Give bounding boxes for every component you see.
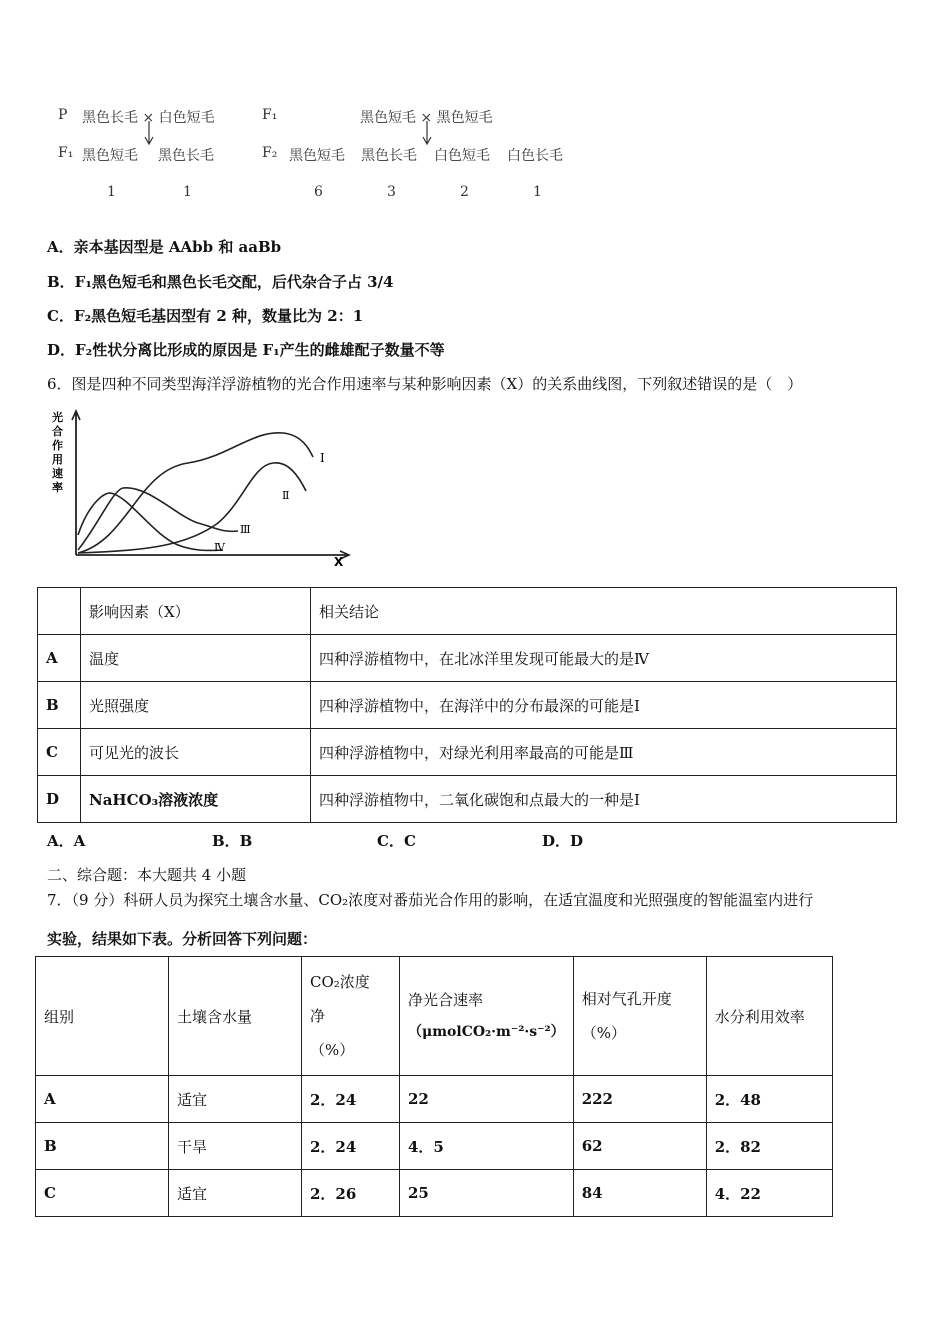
- table-header-row: [38, 588, 897, 635]
- q7-stem-line2: 实验，结果如下表。分析回答下列问题：: [47, 930, 318, 948]
- table-cell: 温度: [81, 635, 311, 682]
- ratio-value: 1: [533, 184, 542, 200]
- table-cell: 四种浮游植物中，二氧化碳饱和点最大的一种是Ⅰ: [311, 776, 897, 823]
- f2-phenotype-b: 黑色长毛: [361, 148, 417, 164]
- f1-parents: 黑色短毛 × 黑色短毛: [360, 110, 493, 126]
- table-row: [36, 1123, 833, 1170]
- down-arrow-icon: [421, 121, 433, 147]
- q6-graph: [48, 405, 358, 570]
- f2-phenotype-c: 白色短毛: [434, 148, 490, 164]
- table-cell: 222: [573, 1076, 706, 1123]
- ratio-value: 3: [387, 184, 396, 200]
- table-cell: 84: [573, 1170, 706, 1217]
- row-label: D: [38, 776, 81, 823]
- q5-option-b[interactable]: B．F₁黑色短毛和黑色长毛交配，后代杂合子占 3/4: [47, 273, 394, 291]
- y-axis-label-char: 用: [52, 453, 63, 466]
- header-soil: 土壤含水量: [169, 957, 302, 1076]
- table-cell: 22: [400, 1076, 574, 1123]
- header-stoma: [573, 957, 706, 1076]
- q5-option-a[interactable]: A．亲本基因型是 AAbb 和 aaBb: [47, 238, 282, 256]
- table-cell: C: [36, 1170, 169, 1217]
- f1-label: F₁: [58, 145, 74, 161]
- curve-label-II: Ⅱ: [282, 489, 290, 502]
- p-label: P: [58, 107, 68, 123]
- table-cell: 4．5: [400, 1123, 574, 1170]
- table-cell: 62: [573, 1123, 706, 1170]
- f1-label: F₁: [262, 107, 278, 123]
- header-wue: 水分利用效率: [706, 957, 832, 1076]
- row-label: B: [38, 682, 81, 729]
- down-arrow-icon: [143, 121, 155, 147]
- curve-II: [78, 463, 306, 553]
- ratio-value: 6: [314, 184, 323, 200]
- curve-label-III: Ⅲ: [240, 523, 251, 536]
- f2-label: F₂: [262, 145, 278, 161]
- q7-table: [35, 956, 833, 1217]
- y-axis-label-char: 作: [52, 439, 63, 452]
- header-net-rate: [400, 957, 574, 1076]
- q6-stem: 6．图是四种不同类型海洋浮游植物的光合作用速率与某种影响因素（X）的关系曲线图，下列叙述错误的是（ ）: [47, 375, 803, 393]
- table-cell: 适宜: [169, 1076, 302, 1123]
- q5-option-d[interactable]: D．F₂性状分离比形成的原因是 F₁产生的雌雄配子数量不等: [47, 341, 445, 359]
- table-row: [36, 1170, 833, 1217]
- table-header-cell: 影响因素（X）: [81, 588, 311, 635]
- q6-table: [37, 587, 897, 823]
- table-cell: 干旱: [169, 1123, 302, 1170]
- y-axis-label-char: 光: [52, 411, 63, 424]
- curve-label-I: Ⅰ: [320, 451, 325, 465]
- ratio-value: 2: [460, 184, 469, 200]
- table-cell: 光照强度: [81, 682, 311, 729]
- section-heading: 二、综合题：本大题共 4 小题: [47, 866, 247, 884]
- q6-option-d[interactable]: D．D: [542, 832, 584, 850]
- f2-phenotype-a: 黑色短毛: [289, 148, 345, 164]
- table-cell: 4．22: [706, 1170, 832, 1217]
- table-cell: 可见光的波长: [81, 729, 311, 776]
- f2-phenotype-d: 白色长毛: [507, 148, 563, 164]
- table-cell: 2．24: [302, 1076, 400, 1123]
- table-cell: 2．26: [302, 1170, 400, 1217]
- q7-stem-line1: 7．（9 分）科研人员为探究土壤含水量、CO₂浓度对番茄光合作用的影响，在适宜温度和光照强度的智能温室内进行: [47, 891, 814, 909]
- photosynthesis-curve-chart: [48, 405, 358, 570]
- f1-phenotype-b: 黑色长毛: [158, 148, 214, 164]
- header-group: 组别: [36, 957, 169, 1076]
- header-co2: [302, 957, 400, 1076]
- y-axis-label-char: 速: [52, 467, 63, 480]
- q6-option-b[interactable]: B．B: [212, 832, 253, 850]
- table-cell: 四种浮游植物中，在北冰洋里发现可能最大的是Ⅳ: [311, 635, 897, 682]
- p-parents: 黑色长毛 × 白色短毛: [82, 110, 215, 126]
- table-cell: 25: [400, 1170, 574, 1217]
- ratio-value: 1: [183, 184, 192, 200]
- ratio-value: 1: [107, 184, 116, 200]
- header-net-rate-line: 净光合速率: [408, 991, 484, 1009]
- q6-option-c[interactable]: C．C: [377, 832, 416, 850]
- table-row: [38, 729, 897, 776]
- table-header-cell: 相关结论: [311, 588, 897, 635]
- f1-phenotype-a: 黑色短毛: [82, 148, 138, 164]
- table-row: [38, 776, 897, 823]
- table-row: [38, 682, 897, 729]
- header-stoma-line: 相对气孔开度: [581, 990, 672, 1008]
- y-axis-label-char: 合: [52, 425, 63, 438]
- curve-label-IV: Ⅳ: [214, 541, 225, 554]
- header-co2-line: 净: [310, 1007, 326, 1025]
- header-co2-line: （%）: [310, 1041, 355, 1059]
- table-row: [38, 635, 897, 682]
- table-cell: 适宜: [169, 1170, 302, 1217]
- header-net-rate-unit: （μmolCO₂·m⁻²·s⁻²）: [408, 1024, 565, 1040]
- y-axis-label-char: 率: [52, 481, 63, 494]
- table-cell: NaHCO₃溶液浓度: [81, 776, 311, 823]
- table-cell: B: [36, 1123, 169, 1170]
- table-header-row: [36, 957, 833, 1076]
- table-cell: 2．24: [302, 1123, 400, 1170]
- q5-option-c[interactable]: C．F₂黑色短毛基因型有 2 种，数量比为 2：1: [47, 307, 364, 325]
- table-cell: [38, 588, 81, 635]
- table-cell: 四种浮游植物中，在海洋中的分布最深的可能是Ⅰ: [311, 682, 897, 729]
- table-row: [36, 1076, 833, 1123]
- row-label: A: [38, 635, 81, 682]
- table-cell: 2．48: [706, 1076, 832, 1123]
- header-stoma-line: （%）: [581, 1024, 626, 1042]
- q6-option-a[interactable]: A．A: [47, 832, 86, 850]
- table-cell: 2．82: [706, 1123, 832, 1170]
- row-label: C: [38, 729, 81, 776]
- table-cell: 四种浮游植物中，对绿光利用率最高的可能是Ⅲ: [311, 729, 897, 776]
- x-axis-label: X: [334, 555, 344, 569]
- table-cell: A: [36, 1076, 169, 1123]
- header-co2-line: CO₂浓度: [310, 973, 370, 991]
